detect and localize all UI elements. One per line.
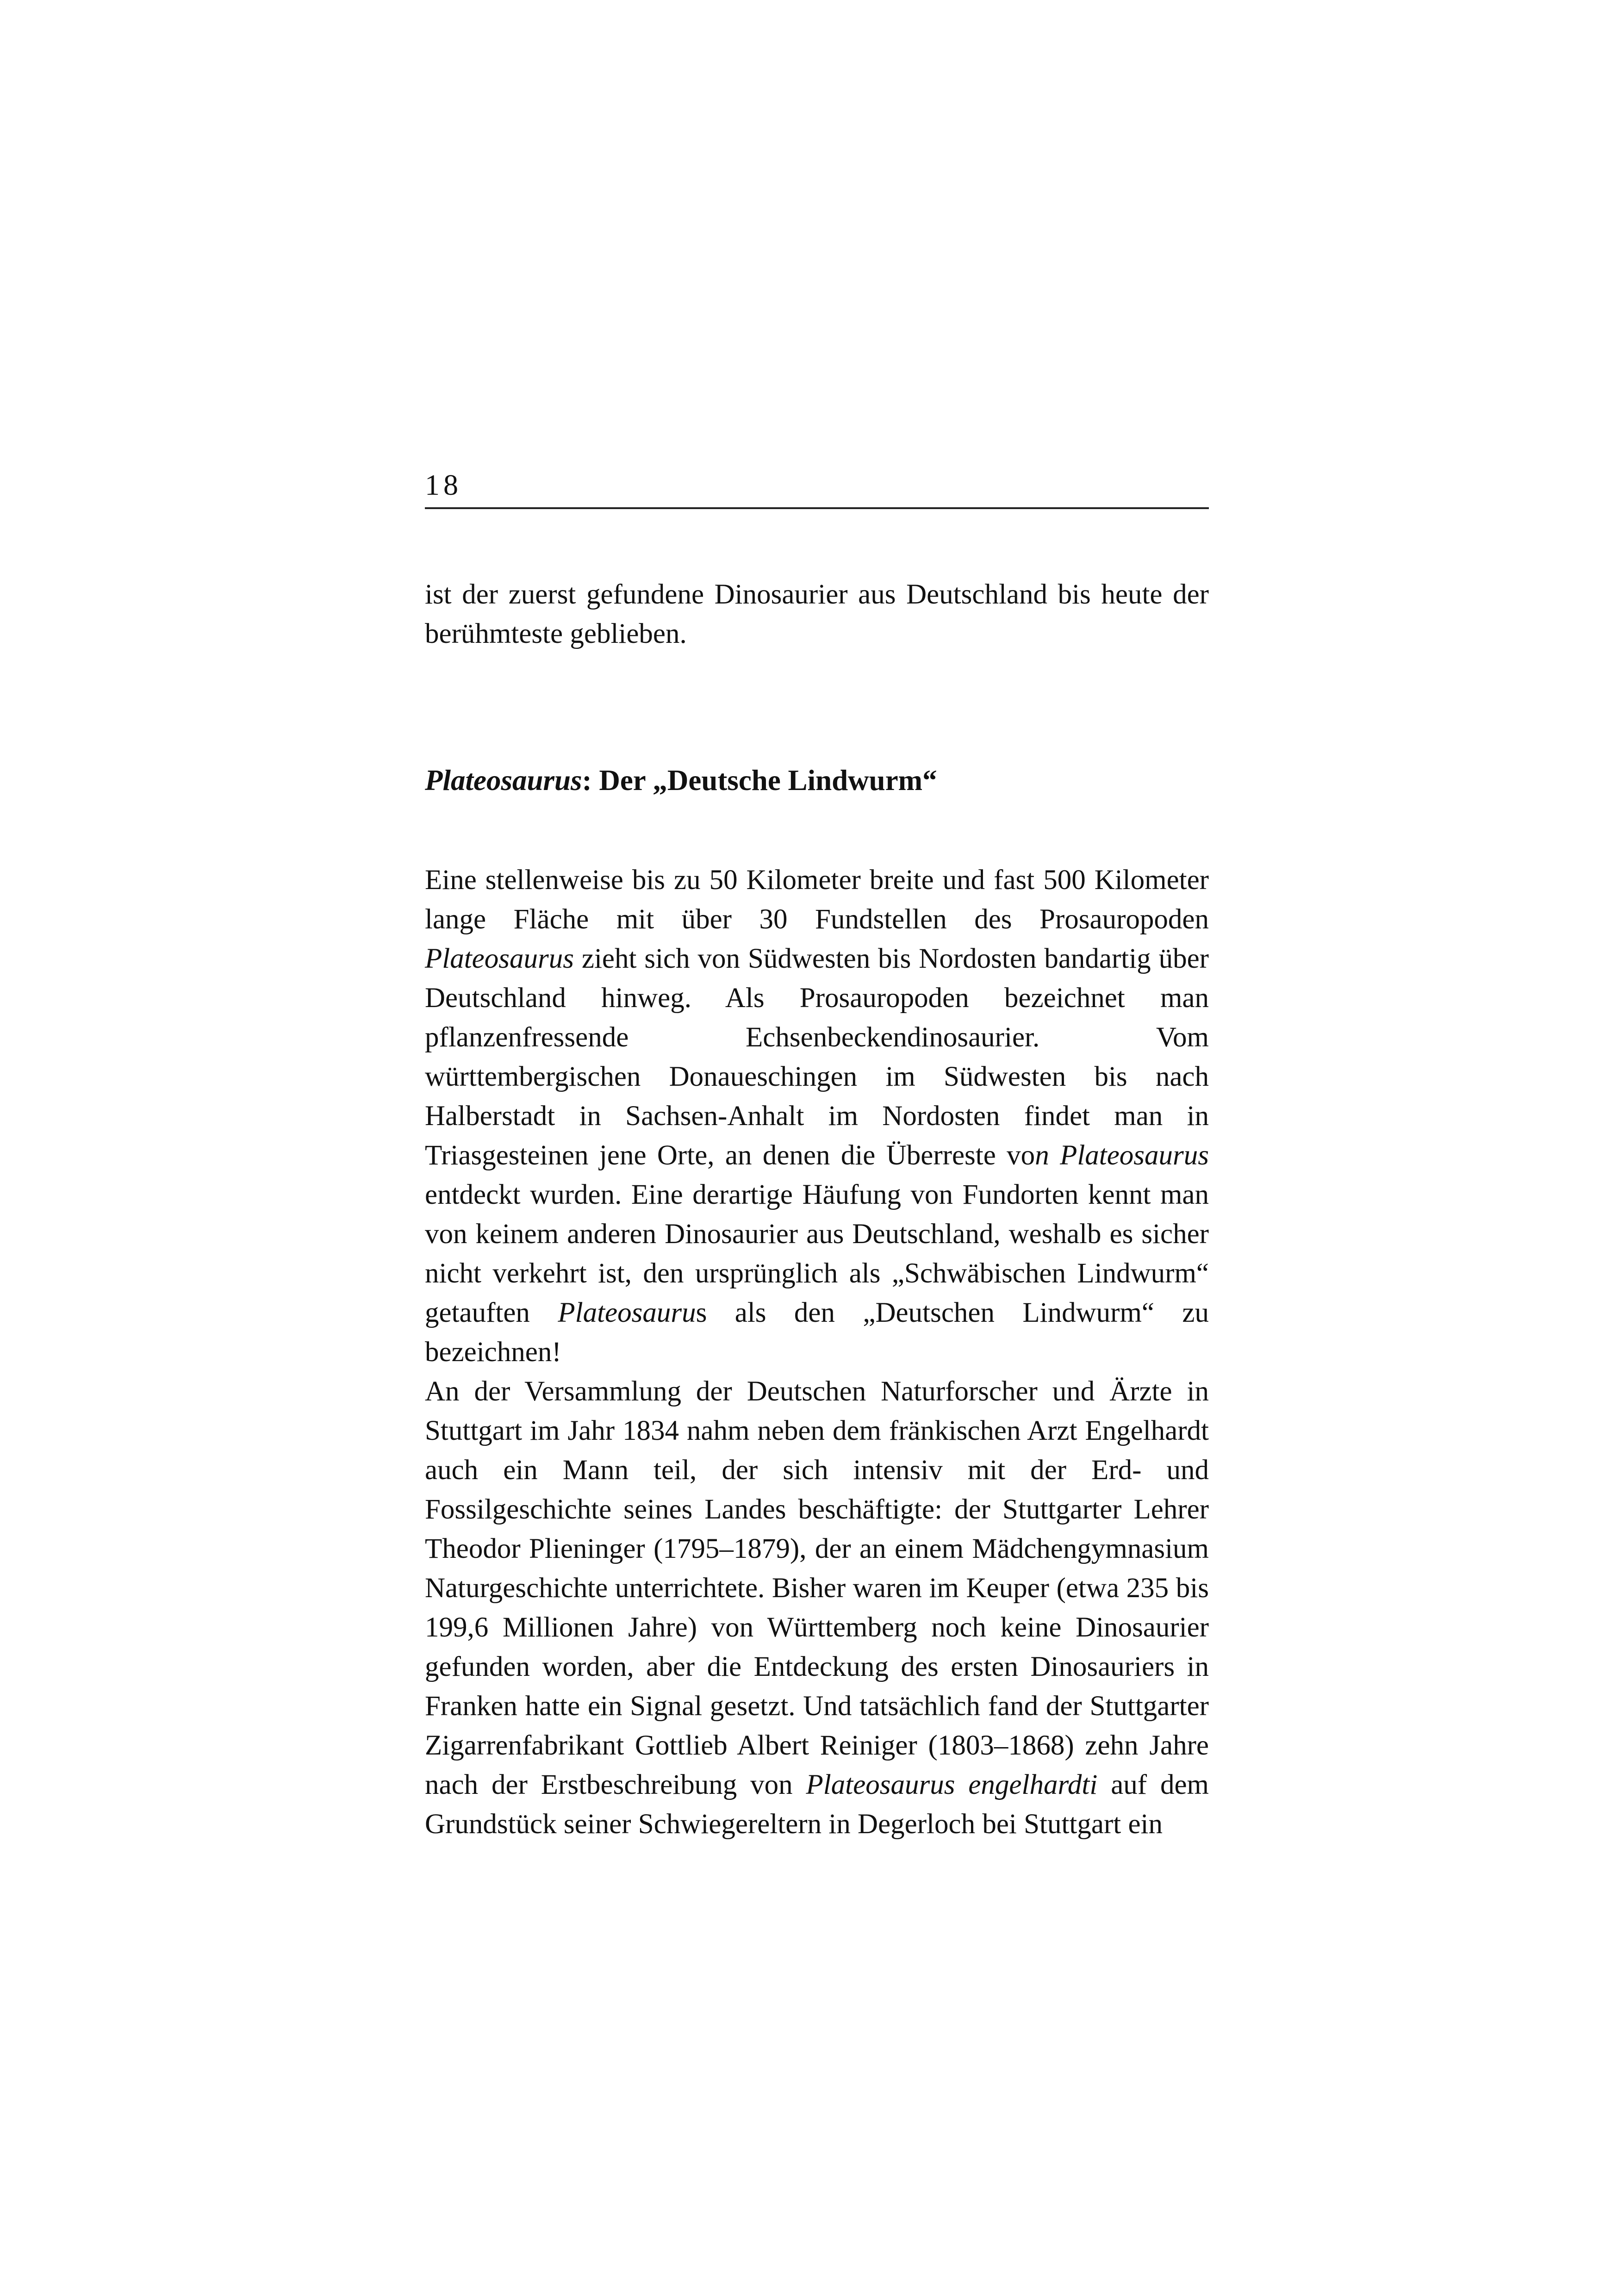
section-title-rest: : Der „Deutsche Lindwurm“ — [582, 764, 937, 796]
text-run: s als den „Deutschen Lindwurm“ zu bezeichnen! — [425, 1297, 1209, 1368]
page-content — [425, 575, 1209, 1844]
taxon-name: Plateosauru — [558, 1297, 696, 1328]
taxon-name: Plateosaurus — [425, 943, 574, 974]
text-run: An der Versammlung der Deutschen Naturforscher und Ärzte in Stuttgart im Jahr 1834 nahm neben dem fränkischen Arzt Engelhardt auch ein Mann teil, der sich intensiv mit der Erd- und Fossilgeschichte seines Landes beschäftigte: der Stuttgarter Lehrer Theodor Plieninger (1795–1879), der an einem Mädchengymnasium Naturgeschichte unterrichtete. Bisher waren im Keuper (etwa 235 bis 199,6 Millionen Jahre) von Württemberg noch keine Dinosaurier gefunden worden, aber die Entdeckung des ersten Dinosauriers in Franken hatte ein Signal gesetzt. Und tatsächlich fand der Stuttgarter Zigarrenfabrikant Gottlieb Albert Reiniger (1803–1868) zehn Jahre nach der Erstbeschreibung von — [425, 1376, 1209, 1800]
text-run: Eine stellenweise bis zu 50 Kilometer breite und fast 500 Kilometer lange Fläche mit über 30 Fundstellen des Prosauropoden — [425, 865, 1209, 935]
page-header — [425, 463, 1209, 509]
taxon-name: Plateosaurus — [1060, 1140, 1209, 1171]
taxon-name: Plateosaurus engelhardti — [806, 1769, 1098, 1800]
intro-paragraph: ist der zuerst gefundene Dinosaurier aus Deutschland bis heute der berühmteste geblieben. — [425, 579, 1209, 649]
text-run: entdeckt wurden. Eine derartige Häufung von Fundorten kennt man von keinem anderen Dinosaurier aus Deutschland, weshalb es sicher nicht verkehrt ist, den ursprünglich als „Schwäbischen Lindwurm“ getauften — [425, 1179, 1209, 1328]
body-paragraph-2 — [425, 1372, 1209, 1844]
taxon-name: n — [1035, 1140, 1049, 1171]
body-paragraph-1 — [425, 860, 1209, 1372]
section-title-taxon: Plateosaurus — [425, 764, 582, 796]
page-number: 18 — [425, 468, 462, 501]
section-title — [425, 761, 1209, 800]
text-run: zieht sich von Südwesten bis Nordosten bandartig über Deutschland hinweg. Als Prosauropoden bezeichnet man pflanzenfressende Echsenbeckendinosaurier. Vom württembergischen Donaueschingen im Südwesten bis nach Halberstadt in Sachsen-Anhalt im Nordosten findet man in Triasgesteinen jene Orte, an denen die Überreste vo — [425, 943, 1209, 1171]
text-run: auf dem Grundstück seiner Schwiegereltern in Degerloch bei Stuttgart ein — [425, 1769, 1209, 1840]
text-run — [1049, 1140, 1060, 1171]
